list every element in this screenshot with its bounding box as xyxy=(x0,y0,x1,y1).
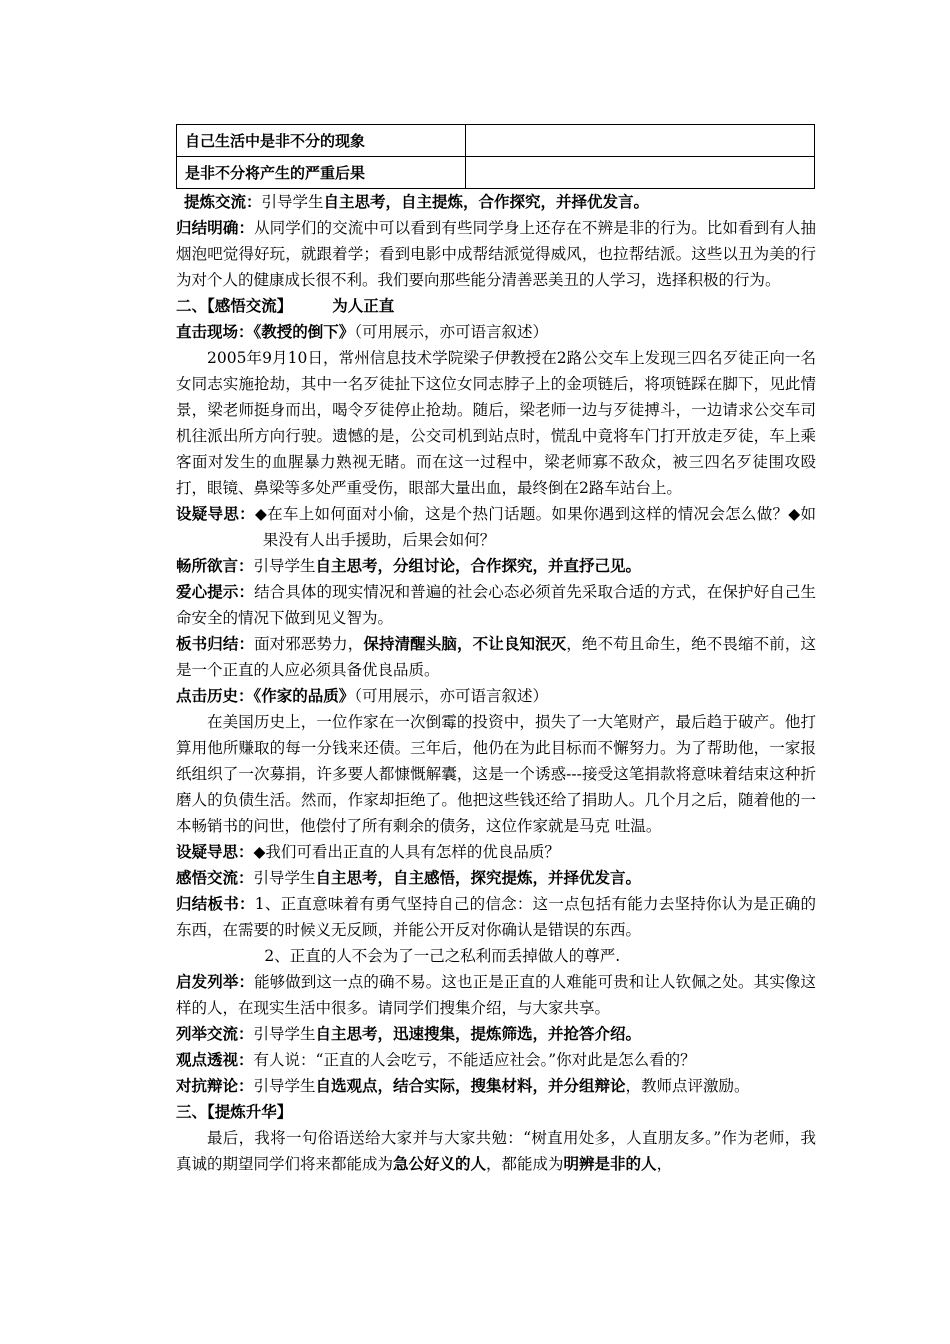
bold-text: 自主思考，迅速搜集，提炼筛选，并抢答介绍。 xyxy=(315,1025,642,1043)
paragraph-story: 2005年9月10日，常州信息技术学院梁子伊教授在2路公交车上发现三四名歹徒正向一名女同志实施抢劫，其中一名歹徒扯下这位女同志脖子上的金项链后，将项链踩在脚下，见此情景，梁老师挺身而出，喝令歹徒停止抢劫。随后，梁老师一边与歹徒搏斗，一边请求公交车司机往派出所方向行驶。遗憾的是，公交司机到站点时，慌乱中竟将车门打开放走歹徒，车上乘客面对发生的血腥暴力熟视无睹。而在这一过程中，梁老师寡不敌众，被三四名歹徒围攻殴打，眼镜、鼻梁等多处严重受伤，眼部大量出血，最终倒在2路车站台上。 xyxy=(176,349,816,497)
text: 面对邪恶势力， xyxy=(254,635,364,653)
text: ， xyxy=(656,1155,673,1173)
paragraph-refine-exchange xyxy=(184,189,816,215)
section-lead: 爱心提示： xyxy=(176,583,255,601)
bold-text: 自主思考，自主提炼，合作探究，并择优发言。 xyxy=(323,193,650,211)
paragraph-board-point-1 xyxy=(176,891,816,943)
paragraph-conclusion xyxy=(176,215,816,293)
section-lead: 点击历史： xyxy=(176,687,254,705)
document-page xyxy=(176,124,816,1177)
paragraph-board-summary xyxy=(176,631,816,683)
bold-text: 自主思考，自主感悟，探究提炼，并择优发言。 xyxy=(315,869,642,887)
text: ，教师点评激励。 xyxy=(625,1077,750,1095)
section-lead: 设疑导思： xyxy=(176,505,255,523)
section-lead: 归结明确： xyxy=(176,219,255,237)
section-lead: 观点透视： xyxy=(176,1051,254,1069)
bold-text: 《教授的倒下》 xyxy=(253,323,355,341)
paragraph-feel-exchange xyxy=(176,865,816,891)
paragraph-question xyxy=(176,839,816,865)
section-lead: 畅所欲言： xyxy=(176,557,254,575)
table-cell-value xyxy=(466,125,815,157)
section-lead: 启发列举： xyxy=(176,973,255,991)
text: ◆我们可看出正直的人具有怎样的优良品质？ xyxy=(253,843,560,861)
section-lead: 设疑导思： xyxy=(176,843,254,861)
section-lead: 归结板书： xyxy=(176,895,255,913)
paragraph-board-point-2: 2、正直的人不会为了一己之私利而丢掉做人的尊严. xyxy=(264,947,621,965)
section-heading: 三、【提炼升华】 xyxy=(176,1103,293,1121)
reflection-table xyxy=(176,124,815,189)
table-row xyxy=(177,125,815,157)
paragraph-tip xyxy=(176,579,816,631)
bold-text: 保持清醒头脑，不让良知泯灭 xyxy=(363,635,567,653)
text: 最后，我将一句俗语送给大家并与大家共勉：“树直用处多，人直朋友多。”作为老师，我真诚的期望同学们将来都能成为 xyxy=(176,1129,816,1173)
paragraph-inspire xyxy=(176,969,816,1021)
text: 从同学们的交流中可以看到有些同学身上还存在不辨是非的行为。比如看到有人抽烟泡吧觉得好玩，就跟着学；看到电影中成帮结派觉得威风，也拉帮结派。这些以丑为美的行为对个人的健康成长很不利。我们要向那些能分清善恶美丑的人学习，选择积极的行为。 xyxy=(176,219,816,289)
section-heading xyxy=(176,293,816,319)
text: ，都能成为 xyxy=(486,1155,564,1173)
section-lead: 列举交流： xyxy=(176,1025,254,1043)
table-cell-label: 自己生活中是非不分的现象 xyxy=(177,125,466,157)
text: 引导学生 xyxy=(253,1025,316,1043)
paragraph-history xyxy=(176,683,816,709)
text: ◆在车上如何面对小偷，这是个热门话题。如果你遇到这样的情况会怎么做？◆如果没有人出手援助，后果会如何？ xyxy=(254,505,816,549)
bold-text: 自主思考，分组讨论，合作探究，并直抒己见。 xyxy=(315,557,642,575)
text: （可用展示，亦可语言叙述） xyxy=(354,323,549,341)
paragraph-question xyxy=(176,501,816,553)
paragraph-speak xyxy=(176,553,816,579)
bold-text: 急公好义的人 xyxy=(393,1155,487,1173)
text: 引导学生 xyxy=(253,557,316,575)
section-lead: 提炼交流： xyxy=(184,193,262,211)
section-lead: 对抗辩论： xyxy=(176,1077,254,1095)
table-row xyxy=(177,157,815,189)
paragraph-live-scene xyxy=(176,319,816,345)
bold-text: 《作家的品质》 xyxy=(253,687,355,705)
section-lead: 感悟交流： xyxy=(176,869,254,887)
text: 引导学生 xyxy=(261,193,324,211)
text: 结合具体的现实情况和普遍的社会心态必须首先采取合适的方式，在保护好自己生命安全的情况下做到见义智为。 xyxy=(176,583,816,627)
text: 引导学生 xyxy=(253,1077,316,1095)
bold-text: 自选观点，结合实际，搜集材料，并分组辩论 xyxy=(315,1077,626,1095)
heading-subtitle: 为人正直 xyxy=(332,297,395,315)
text: 引导学生 xyxy=(253,869,316,887)
text: ，绝不苟且命生，绝不畏缩不前，这是一个正直的人应必须具备优良品质。 xyxy=(176,635,816,679)
paragraph-story: 在美国历史上，一位作家在一次倒霉的投资中，损失了一大笔财产，最后趋于破产。他打算用他所赚取的每一分钱来还债。三年后，他仍在为此目标而不懈努力。为了帮助他，一家报纸组织了一次募捐，许多要人都慷慨解囊，这是一个诱惑---接受这笔捐款将意味着结束这种折磨人的负债生活。然而，作家却拒绝了。他把这些钱还给了捐助人。几个月之后，随着他的一本畅销书的问世，他偿付了所有剩余的债务，这位作家就是马克 吐温。 xyxy=(176,713,816,835)
heading-title: 二、【感悟交流】 xyxy=(176,297,293,315)
text: 1、正直意味着有勇气坚持自己的信念：这一点包括有能力去坚持你认为是正确的东西，在需要的时候义无反顾，并能公开反对你确认是错误的东西。 xyxy=(176,895,816,939)
text: 有人说：“正直的人会吃亏，不能适应社会。”你对此是怎么看的？ xyxy=(253,1051,696,1069)
text: （可用展示，亦可语言叙述） xyxy=(354,687,549,705)
text: 能够做到这一点的确不易。这也正是正直的人难能可贵和让人钦佩之处。其实像这样的人，在现实生活中很多。请同学们搜集介绍，与大家共享。 xyxy=(176,973,816,1017)
paragraph-closing xyxy=(176,1125,816,1177)
paragraph-list-exchange xyxy=(176,1021,816,1047)
table-cell-label: 是非不分将产生的严重后果 xyxy=(177,157,466,189)
paragraph-debate xyxy=(176,1073,816,1099)
bold-text: 明辨是非的人 xyxy=(563,1155,657,1173)
section-lead: 直击现场： xyxy=(176,323,254,341)
table-cell-value xyxy=(466,157,815,189)
paragraph-viewpoint xyxy=(176,1047,816,1073)
section-lead: 板书归结： xyxy=(176,635,255,653)
